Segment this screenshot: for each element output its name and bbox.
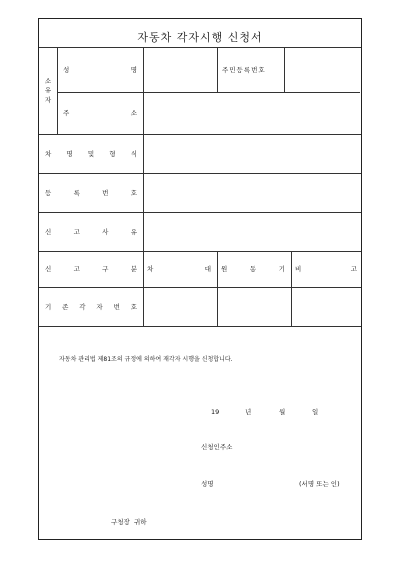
owner-name-label: 성 명 (63, 66, 137, 74)
divider (39, 47, 361, 48)
divider (39, 212, 361, 213)
report-reason-label: 신 고 사 유 (45, 228, 137, 236)
date-day-unit: 일 (312, 408, 319, 416)
divider (217, 251, 218, 326)
rrn-label: 주민등록번호 (222, 66, 266, 74)
applicant-name-label: 성명 (201, 480, 214, 488)
remarks-column-label: 비 고 (295, 265, 357, 273)
divider (39, 173, 361, 174)
application-statement: 자동차 관리법 제81조의 규정에 의하여 재각자 시행을 신청합니다. (59, 356, 233, 363)
vehicle-type-label: 차 명 및 형 식 (45, 150, 137, 158)
divider (291, 251, 292, 326)
divider (57, 92, 360, 93)
registration-number-label: 등 록 번 호 (45, 189, 137, 197)
application-form (38, 18, 362, 540)
signature-note: (서명 또는 인) (299, 480, 340, 488)
divider (143, 47, 144, 326)
divider (39, 134, 361, 135)
divider (39, 326, 361, 327)
addressee: 구청장 귀하 (111, 518, 147, 526)
divider (57, 47, 58, 134)
report-category-label: 신 고 구 분 (45, 265, 137, 273)
date-year: 19 (211, 408, 220, 416)
divider (39, 287, 361, 288)
owner-address-label: 주 소 (63, 109, 137, 117)
applicant-address-label: 신청인주소 (201, 443, 233, 451)
divider (39, 251, 361, 252)
existing-number-label: 기 존 각 자 번 호 (45, 303, 137, 311)
form-title: 자동차 각자시행 신청서 (137, 31, 263, 44)
divider (284, 47, 285, 92)
owner-group-label: 소 유 자 (44, 76, 52, 104)
date-year-unit: 년 (245, 408, 252, 416)
divider (217, 47, 218, 92)
chassis-column-label: 차 대 (147, 265, 211, 273)
engine-column-label: 원 동 기 (221, 265, 285, 273)
date-month-unit: 월 (279, 408, 286, 416)
